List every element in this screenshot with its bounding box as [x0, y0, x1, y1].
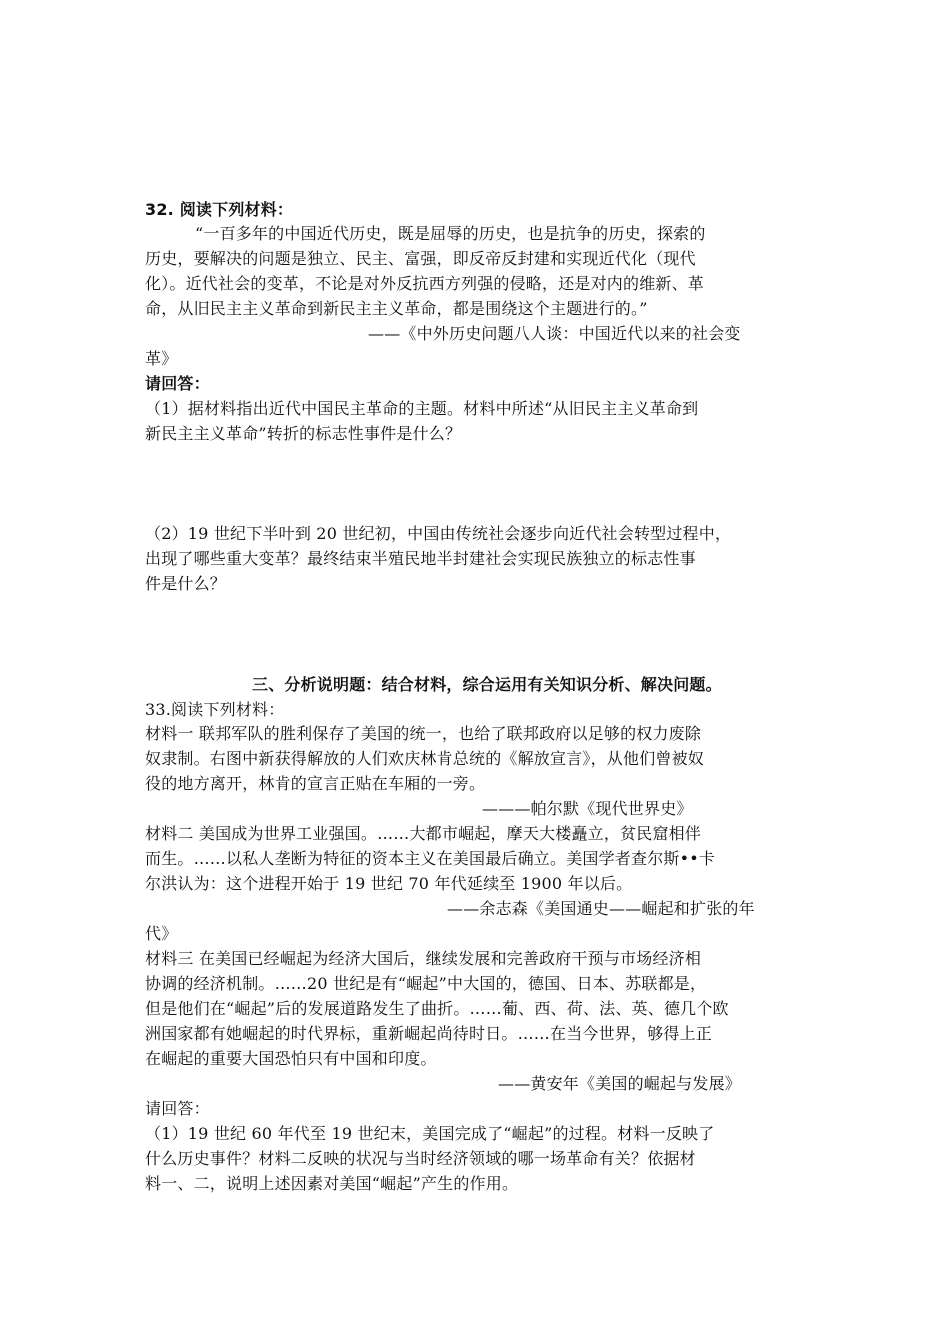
q32-answer-label: 请回答：: [145, 374, 210, 393]
q33-material-3-line-3: 但是他们在“崛起”后的发展道路发生了曲折。……葡、西、荷、法、英、德几个欧: [145, 999, 729, 1018]
q33-material-2-source-line-1: ——余志森《美国通史——崛起和扩张的年: [447, 899, 755, 918]
q33-material-2-line-1: 材料二 美国成为世界工业强国。……大都市崛起，摩天大楼矗立，贫民窟相伴: [145, 824, 702, 843]
section-3-title: 三、分析说明题：结合材料，综合运用有关知识分析、解决问题。: [252, 675, 722, 694]
q32-quote-line-1: “一百多年的中国近代历史，既是屈辱的历史，也是抗争的历史，探索的: [195, 224, 706, 243]
q32-source-line-2: 革》: [145, 349, 178, 368]
q33-material-2-source-line-2: 代》: [145, 924, 178, 943]
q32-q1-line-1: （1）据材料指出近代中国民主革命的主题。材料中所述“从旧民主主义革命到: [145, 399, 699, 418]
q32-quote-line-3: 化）。近代社会的变革，不论是对外反抗西方列强的侵略，还是对内的维新、革: [145, 274, 705, 293]
q33-material-3-line-4: 洲国家都有她崛起的时代界标，重新崛起尚待时日。……在当今世界，够得上正: [145, 1024, 713, 1043]
q33-material-3-line-1: 材料三 在美国已经崛起为经济大国后，继续发展和完善政府干预与市场经济相: [145, 949, 702, 968]
q33-material-3-line-2: 协调的经济机制。……20 世纪是有“崛起”中大国的，德国、日本、苏联都是，: [145, 974, 707, 993]
q33-answer-label: 请回答：: [145, 1099, 210, 1118]
q32-q1-line-2: 新民主主义革命”转折的标志性事件是什么？: [145, 424, 462, 443]
q33-material-2-line-2: 而生。……以私人垄断为特征的资本主义在美国最后确立。美国学者查尔斯••卡: [145, 849, 716, 868]
q32-heading: 32. 阅读下列材料：: [145, 200, 294, 219]
q32-quote-line-4: 命，从旧民主主义革命到新民主主义革命，都是围绕这个主题进行的。”: [145, 299, 648, 318]
q33-material-3-source: ——黄安年《美国的崛起与发展》: [498, 1074, 742, 1093]
q33-material-2-line-3: 尔洪认为：这个进程开始于 19 世纪 70 年代延续至 1900 年以后。: [145, 874, 633, 893]
q33-q1-line-2: 什么历史事件？材料二反映的状况与当时经济领域的哪一场革命有关？依据材: [145, 1149, 696, 1168]
q32-quote-line-2: 历史，要解决的问题是独立、民主、富强，即反帝反封建和实现近代化（现代: [145, 249, 696, 268]
q32-q2-line-1: （2）19 世纪下半叶到 20 世纪初，中国由传统社会逐步向近代社会转型过程中，: [145, 524, 732, 543]
q33-material-1-line-1: 材料一 联邦军队的胜利保存了美国的统一，也给了联邦政府以足够的权力废除: [145, 724, 702, 743]
q33-heading: 33.阅读下列材料：: [145, 700, 285, 719]
q32-q2-line-2: 出现了哪些重大变革？最终结束半殖民地半封建社会实现民族独立的标志性事: [145, 549, 696, 568]
q32-source-line-1: ——《中外历史问题八人谈：中国近代以来的社会变: [368, 324, 741, 343]
q32-q2-line-3: 件是什么？: [145, 574, 227, 593]
q33-material-1-line-2: 奴隶制。右图中新获得解放的人们欢庆林肯总统的《解放宣言》，从他们曾被奴: [145, 749, 705, 768]
q33-q1-line-3: 料一、二，说明上述因素对美国“崛起”产生的作用。: [145, 1174, 519, 1193]
q33-material-1-source: ———帕尔默《现代世界史》: [482, 799, 693, 818]
q33-q1-line-1: （1）19 世纪 60 年代至 19 世纪末，美国完成了“崛起”的过程。材料一反映了: [145, 1124, 715, 1143]
q33-material-1-line-3: 役的地方离开，林肯的宣言正贴在车厢的一旁。: [145, 774, 486, 793]
q33-material-3-line-5: 在崛起的重要大国恐怕只有中国和印度。: [145, 1049, 437, 1068]
